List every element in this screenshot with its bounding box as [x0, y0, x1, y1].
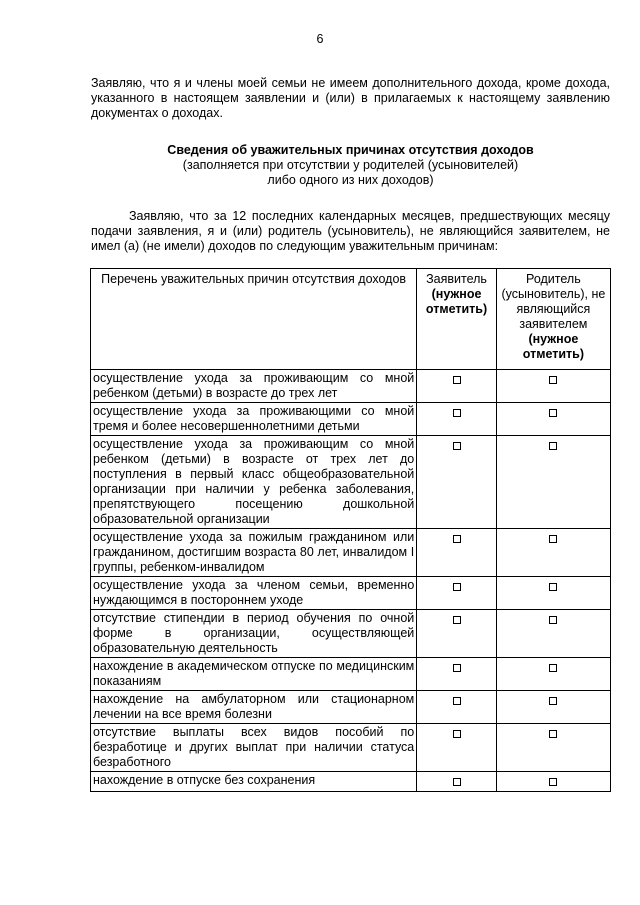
- parent-checkbox[interactable]: [496, 658, 610, 691]
- reason-text: нахождение в отпуске без сохранения: [91, 772, 417, 792]
- parent-checkbox[interactable]: [496, 772, 610, 792]
- header-reasons: Перечень уважительных причин отсутствия доходов: [91, 269, 417, 370]
- applicant-checkbox[interactable]: [417, 724, 497, 772]
- checkbox-icon[interactable]: [453, 664, 461, 672]
- checkbox-icon[interactable]: [549, 664, 557, 672]
- table-row: [91, 403, 611, 436]
- table-row: [91, 772, 611, 792]
- checkbox-icon[interactable]: [453, 409, 461, 417]
- reasons-table: [90, 268, 611, 792]
- reason-text: отсутствие стипендии в период обучения по очной форме в организации, осуществляющей образовательную деятельность: [91, 610, 417, 658]
- applicant-checkbox[interactable]: [417, 691, 497, 724]
- header-applicant: [417, 269, 497, 370]
- income-declaration: Заявляю, что я и члены моей семьи не имеем дополнительного дохода, кроме дохода, указанного в настоящем заявлении и (или) в прилагаемых к настоящему заявлению документах о доходах.: [91, 76, 610, 120]
- checkbox-icon[interactable]: [453, 376, 461, 384]
- checkbox-icon[interactable]: [549, 376, 557, 384]
- page-number: 6: [316, 32, 324, 46]
- checkbox-icon[interactable]: [453, 778, 461, 786]
- parent-checkbox[interactable]: [496, 529, 610, 577]
- table-row: [91, 436, 611, 529]
- header-parent: [496, 269, 610, 370]
- checkbox-icon[interactable]: [453, 616, 461, 624]
- applicant-checkbox[interactable]: [417, 772, 497, 792]
- applicant-checkbox[interactable]: [417, 529, 497, 577]
- table-row: [91, 577, 611, 610]
- parent-checkbox[interactable]: [496, 370, 610, 403]
- table-row: [91, 724, 611, 772]
- checkbox-icon[interactable]: [453, 730, 461, 738]
- checkbox-icon[interactable]: [549, 730, 557, 738]
- applicant-checkbox[interactable]: [417, 658, 497, 691]
- section-subtitle-line2: либо одного из них доходов): [267, 173, 434, 187]
- checkbox-icon[interactable]: [549, 778, 557, 786]
- table-row: [91, 691, 611, 724]
- checkbox-icon[interactable]: [453, 535, 461, 543]
- section-heading: [91, 143, 610, 188]
- checkbox-icon[interactable]: [549, 409, 557, 417]
- checkbox-icon[interactable]: [453, 697, 461, 705]
- reason-text: осуществление ухода за членом семьи, временно нуждающимся в постороннем уходе: [91, 577, 417, 610]
- parent-checkbox[interactable]: [496, 403, 610, 436]
- no-income-declaration: Заявляю, что за 12 последних календарных месяцев, предшествующих месяцу подачи заявления, я и (или) родитель (усыновитель), не являющийся заявителем, не имел (а) (не имели) доходов по следующим уважительным причинам:: [91, 209, 610, 253]
- reason-text: нахождение в академическом отпуске по медицинским показаниям: [91, 658, 417, 691]
- header-parent-label: Родитель (усыновитель), не являющийся заявителем: [501, 272, 606, 331]
- reason-text: осуществление ухода за проживающим со мной ребенком (детьми) в возрасте до трех лет: [91, 370, 417, 403]
- checkbox-icon[interactable]: [549, 535, 557, 543]
- parent-checkbox[interactable]: [496, 436, 610, 529]
- section-subtitle-line1: (заполняется при отсутствии у родителей (усыновителей): [182, 158, 519, 172]
- checkbox-icon[interactable]: [549, 583, 557, 591]
- checkbox-icon[interactable]: [453, 583, 461, 591]
- parent-checkbox[interactable]: [496, 724, 610, 772]
- table-row: [91, 370, 611, 403]
- reason-text: осуществление ухода за проживающими со мной тремя и более несовершеннолетними детьми: [91, 403, 417, 436]
- header-applicant-label: Заявитель: [426, 272, 487, 286]
- reason-text: нахождение на амбулаторном или стационарном лечении на все время болезни: [91, 691, 417, 724]
- parent-checkbox[interactable]: [496, 610, 610, 658]
- table-header-row: [91, 269, 611, 370]
- header-parent-note: (нужное отметить): [522, 332, 585, 361]
- reason-text: отсутствие выплаты всех видов пособий по безработице и других выплат при наличии статуса безработного: [91, 724, 417, 772]
- header-applicant-note: (нужное отметить): [425, 287, 488, 316]
- applicant-checkbox[interactable]: [417, 370, 497, 403]
- table-row: [91, 529, 611, 577]
- parent-checkbox[interactable]: [496, 577, 610, 610]
- reason-text: осуществление ухода за проживающим со мной ребенком (детьми) в возрасте от трех лет до поступления в первый класс общеобразовательной организации при наличии у ребенка заболевания, препятствующего посещению дошкольной образовательной организации: [91, 436, 417, 529]
- checkbox-icon[interactable]: [549, 442, 557, 450]
- applicant-checkbox[interactable]: [417, 577, 497, 610]
- applicant-checkbox[interactable]: [417, 436, 497, 529]
- table-row: [91, 658, 611, 691]
- checkbox-icon[interactable]: [453, 442, 461, 450]
- parent-checkbox[interactable]: [496, 691, 610, 724]
- section-title: Сведения об уважительных причинах отсутствия доходов: [167, 143, 534, 157]
- checkbox-icon[interactable]: [549, 697, 557, 705]
- checkbox-icon[interactable]: [549, 616, 557, 624]
- reason-text: осуществление ухода за пожилым гражданином или гражданином, достигшим возраста 80 лет, инвалидом I группы, ребенком-инвалидом: [91, 529, 417, 577]
- applicant-checkbox[interactable]: [417, 403, 497, 436]
- applicant-checkbox[interactable]: [417, 610, 497, 658]
- table-row: [91, 610, 611, 658]
